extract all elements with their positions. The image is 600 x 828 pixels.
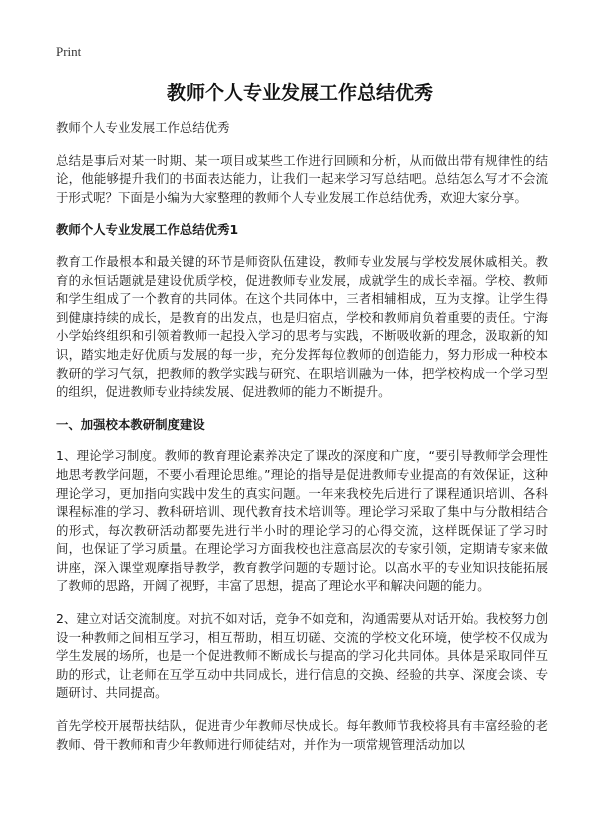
intro-paragraph: 总结是事后对某一时期、某一项目或某些工作进行回顾和分析，从而做出带有规律性的结论，他能够提升我们的书面表达能力，让我们一起来学习写总结吧。总结怎么写才不会流于形式呢？下面是小编为大家整理的教师个人专业发展工作总结优秀，欢迎大家分享。 bbox=[56, 152, 548, 205]
print-link[interactable]: Print bbox=[56, 44, 82, 59]
section-paragraph: 教育工作最根本和最关键的环节是师资队伍建设，教师专业发展与学校发展休戚相关。教育的永恒话题就是建设优质学校，促进教师专业发展，成就学生的成长幸福。学校、教师和学生组成了一个教育的共同体。在这个共同体中，三者相辅相成，互为支撑。让学生得到健康持续的成长，是教育的出发点，也是归宿点，学校和教师肩负着重要的责任。宁海小学始终组织和引领着教师一起投入学习的思考与实践，不断吸收新的理念，汲取新的知识，踏实地走好优质与发展的每一步，充分发挥每位教师的创造能力，努力形成一种校本教研的学习气氛，把教师的教学实践与研究、在职培训融为一体，把学校构成一个学习型的组织，促进教师专业持续发展、促进教师的能力不断提升。 bbox=[56, 253, 548, 400]
document-subtitle: 教师个人专业发展工作总结优秀 bbox=[56, 120, 230, 135]
page-title: 教师个人专业发展工作总结优秀 bbox=[166, 82, 433, 104]
item-paragraph-1: 1、理论学习制度。教师的教育理论素养决定了课改的深度和广度，“要引导教师学会理性地思考教学问题，不要小看理论思维。”理论的指导是促进教师专业提高的有效保证，这种理论学习，更加指向实践中发生的真实问题。一年来我校先后进行了课程通识培训、各科课程标准的学习、教科研培训、现代教育技术培训等。理论学习采取了集中与分散相结合的形式，每次教研活动都要先进行半小时的理论学习的心得交流，这样既保证了学习时间，也保证了学习质量。在理论学习方面我校也注意高层次的专家引领，定期请专家来做讲座，深入课堂观摩指导教学，教育教学问题的专题讨论。以高水平的专业知识技能拓展了教师的思路，开阔了视野，丰富了思想，提高了理论水平和解决问题的能力。 bbox=[56, 448, 548, 594]
document-body bbox=[56, 119, 548, 768]
item-paragraph-3: 首先学校开展帮扶结队，促进青少年教师尽快成长。每年教师节我校将具有丰富经验的老教师、骨干教师和青少年教师进行师徒结对，并作为一项常规管理活动加以 bbox=[56, 718, 548, 752]
item-paragraph-2: 2、建立对话交流制度。对抗不如对话，竞争不如竞和，沟通需要从对话开始。我校努力创设一种教师之间相互学习，相互帮助，相互切磋、交流的学校文化环境，使学校不仅成为学生发展的场所，也是一个促进教师不断成长与提高的学习化共同体。具体是采取同伴互助的形式，让老师在互学互动中共同成长，进行信息的交换、经验的共享、深度会谈、专题研讨、共同提高。 bbox=[56, 611, 548, 701]
subsection-heading: 一、加强校本教研制度建设 bbox=[56, 416, 205, 432]
section-heading: 教师个人专业发展工作总结优秀1 bbox=[56, 222, 239, 238]
